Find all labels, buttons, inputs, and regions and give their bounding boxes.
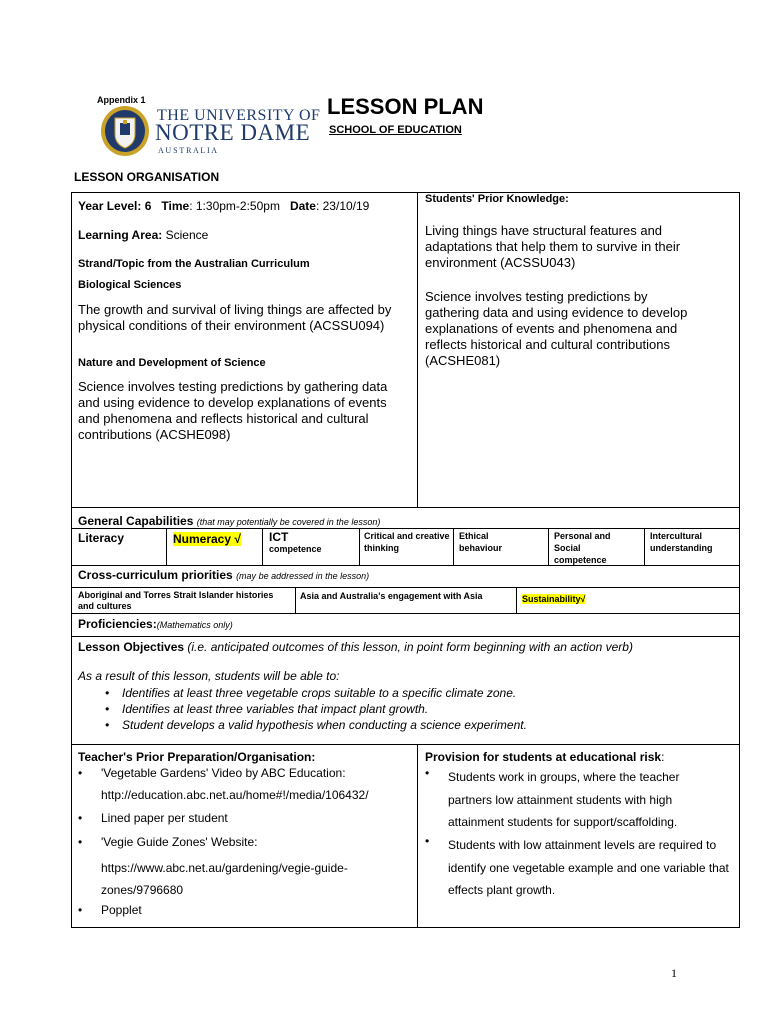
university-line-3: A U S T R A L I A (158, 146, 217, 155)
page-subtitle: SCHOOL OF EDUCATION (329, 124, 462, 136)
list-item: • Student develops a valid hypothesis when conducting a science experiment. (105, 718, 527, 732)
cross-curriculum-heading: Cross-curriculum priorities (may be addressed in the lesson) (78, 568, 370, 582)
priority-sustainability: Sustainability√ (522, 594, 586, 604)
objectives-intro: As a result of this lesson, students will be able to: (78, 669, 340, 683)
capability-ethical: Ethical behaviour (459, 531, 503, 553)
list-item: • Identifies at least three variables that impact plant growth. (105, 702, 429, 716)
prior-knowledge-para-2: Science involves testing predictions by gathering data and using evidence to develop explanations of events and phenomena and reflects historical and cultural contributions (ACSHE081) (425, 289, 688, 368)
page-title: LESSON PLAN (327, 94, 484, 119)
capability-literacy: Literacy (78, 531, 125, 545)
university-crest-icon (99, 104, 151, 158)
proficiencies: Proficiencies:(Mathematics only) (78, 617, 233, 631)
capability-intercultural: Intercultural understanding (650, 531, 713, 553)
year-time-date: Year Level: 6 Time: 1:30pm-2:50pm Date: 23/10/19 (78, 199, 370, 213)
capability-numeracy: Numeracy √ (173, 532, 241, 546)
section-title: LESSON ORGANISATION (74, 170, 220, 184)
bio-text: The growth and survival of living things are affected by physical conditions of their environment (ACSSU094) (78, 302, 392, 333)
list-item: • (425, 834, 430, 848)
website-link[interactable]: https://www.abc.net.au/gardening/vegie-guide-zones/9796680 (101, 861, 348, 897)
objectives-list (100, 685, 527, 733)
prior-knowledge-heading: Students' Prior Knowledge: (425, 193, 569, 205)
appendix-label: Appendix 1 (97, 95, 146, 105)
page-number: 1 (671, 966, 677, 980)
capability-ict: ICT competence (269, 530, 322, 554)
prior-knowledge-para-1: Living things have structural features and adaptations that help them to survive in their environment (ACSSU043) (425, 223, 681, 270)
preparation-heading: Teacher's Prior Preparation/Organisation: (78, 750, 316, 764)
list-item: • Identifies at least three vegetable crops suitable to a specific climate zone. (105, 686, 517, 700)
list-item: • (425, 766, 430, 780)
list-item: • (78, 766, 83, 780)
priority-asia: Asia and Australia's engagement with Asia (300, 591, 483, 601)
learning-area: Learning Area: Science (78, 228, 209, 242)
video-link[interactable]: http://education.abc.net.au/home#!/media/106432/ (101, 788, 369, 802)
nature-text: Science involves testing predictions by gathering data and using evidence to develop explanations of events and phenomena and reflects historical and cultural contributions (ACSHE098) (78, 379, 388, 442)
priority-aboriginal: Aboriginal and Torres Strait Islander histories and cultures (78, 590, 274, 611)
strand-heading: Strand/Topic from the Australian Curriculum (78, 258, 310, 270)
list-item: • (78, 903, 83, 917)
capability-critical: Critical and creative thinking (364, 531, 450, 553)
objectives-heading: Lesson Objectives (i.e. anticipated outcomes of this lesson, in point form beginning with an action verb) (78, 640, 633, 654)
list-item: • (78, 811, 83, 825)
nature-heading: Nature and Development of Science (78, 357, 266, 369)
capability-personal: Personal and Social competence (554, 531, 611, 565)
university-line-1: THE UNIVERSITY OF (157, 107, 321, 124)
university-line-2: NOTRE DAME (155, 120, 311, 145)
general-capabilities-heading: General Capabilities (that may potentially be covered in the lesson) (78, 514, 381, 528)
provision-heading: Provision for students at educational risk: (425, 750, 665, 764)
list-item: • (78, 835, 83, 849)
bio-heading: Biological Sciences (78, 279, 182, 291)
